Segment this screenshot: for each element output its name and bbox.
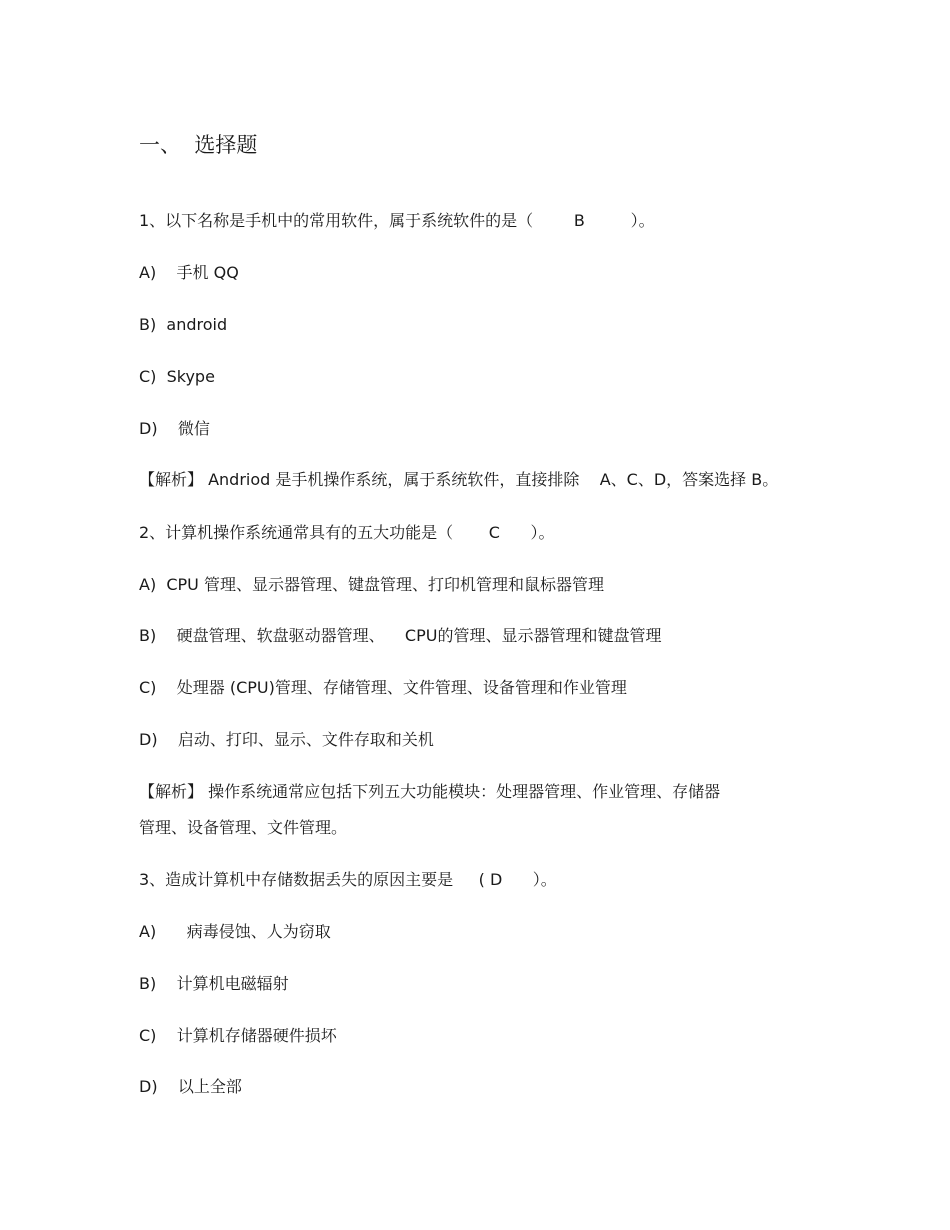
question-2-option-c: C) 处理器 (CPU)管理、存储管理、文件管理、设备管理和作业管理 [139, 678, 627, 697]
question-2-option-d: D) 启动、打印、显示、文件存取和关机 [139, 730, 434, 749]
question-1-option-a: A) 手机 QQ [139, 263, 239, 282]
question-3-option-d: D) 以上全部 [139, 1077, 242, 1096]
question-1-stem: 1、以下名称是手机中的常用软件，属于系统软件的是（ B ）。 [139, 211, 655, 230]
question-2-stem: 2、计算机操作系统通常具有的五大功能是（ C ）。 [139, 523, 555, 542]
question-2-option-a: A) CPU 管理、显示器管理、键盘管理、打印机管理和鼠标器管理 [139, 575, 604, 594]
question-2-option-b: B) 硬盘管理、软盘驱动器管理、 CPU的管理、显示器管理和键盘管理 [139, 626, 662, 645]
question-1-analysis: 【解析】 Andriod 是手机操作系统，属于系统软件，直接排除 A、C、D，答案选择 B。 [139, 470, 779, 489]
question-3-stem: 3、造成计算机中存储数据丢失的原因主要是 ( D ）。 [139, 870, 557, 889]
question-3-option-c: C) 计算机存储器硬件损坏 [139, 1026, 337, 1045]
question-2-analysis-line-2: 管理、设备管理、文件管理。 [139, 818, 348, 837]
section-title: 一、 选择题 [139, 133, 258, 157]
question-3-option-a: A) 病毒侵蚀、人为窃取 [139, 922, 331, 941]
question-1-option-c: C) Skype [139, 367, 215, 386]
question-2-analysis-line-1: 【解析】 操作系统通常应包括下列五大功能模块：处理器管理、作业管理、存储器 [139, 782, 721, 801]
question-3-option-b: B) 计算机电磁辐射 [139, 974, 289, 993]
question-1-option-b: B) android [139, 315, 228, 334]
question-1-option-d: D) 微信 [139, 419, 210, 438]
